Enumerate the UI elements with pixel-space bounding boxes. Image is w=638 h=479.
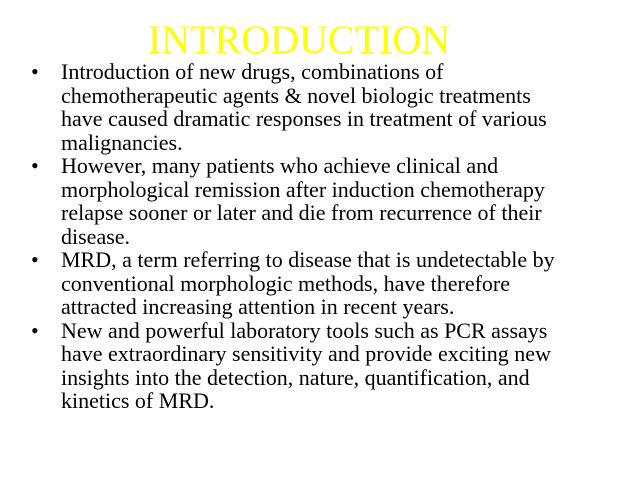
bullet-line: insights into the detection, nature, quantification, and [61, 364, 530, 390]
bullet-line: Introduction of new drugs, combinations of [61, 59, 444, 84]
bullet-line: However, many patients who achieve clinical and [61, 153, 499, 178]
bullet-line: disease. [61, 223, 131, 249]
bullet-list [30, 60, 586, 413]
bullet-point-icon: • [31, 153, 39, 178]
bullet-item-lab-tools [30, 319, 586, 413]
bullet-line: have caused dramatic responses in treatment of various [61, 106, 547, 131]
bullet-item-mrd [30, 248, 586, 319]
bullet-line: kinetics of MRD. [61, 388, 215, 413]
bullet-line: have extraordinary sensitivity and provide exciting new [61, 341, 551, 366]
bullet-item-drugs [30, 60, 586, 154]
bullet-line: New and powerful laboratory tools such as PCR assays [61, 317, 548, 343]
bullet-line: relapse sooner or later and die from recurrence of their [61, 200, 542, 225]
bullet-line: conventional morphologic methods, have therefore [61, 270, 511, 296]
slide-title: INTRODUCTION [147, 17, 451, 62]
bullet-line: MRD, a term referring to disease that is undetectable by [61, 247, 555, 272]
bullet-line: attracted increasing attention in recent years. [61, 294, 455, 319]
bullet-line: chemotherapeutic agents & novel biologic treatments [61, 82, 531, 108]
bullet-point-icon: • [31, 247, 39, 272]
bullet-line: malignancies. [61, 129, 183, 155]
bullet-point-icon: • [31, 59, 39, 84]
bullet-point-icon: • [31, 317, 39, 343]
bullet-item-remission [30, 154, 586, 248]
bullet-line: morphological remission after induction chemotherapy [61, 176, 545, 202]
